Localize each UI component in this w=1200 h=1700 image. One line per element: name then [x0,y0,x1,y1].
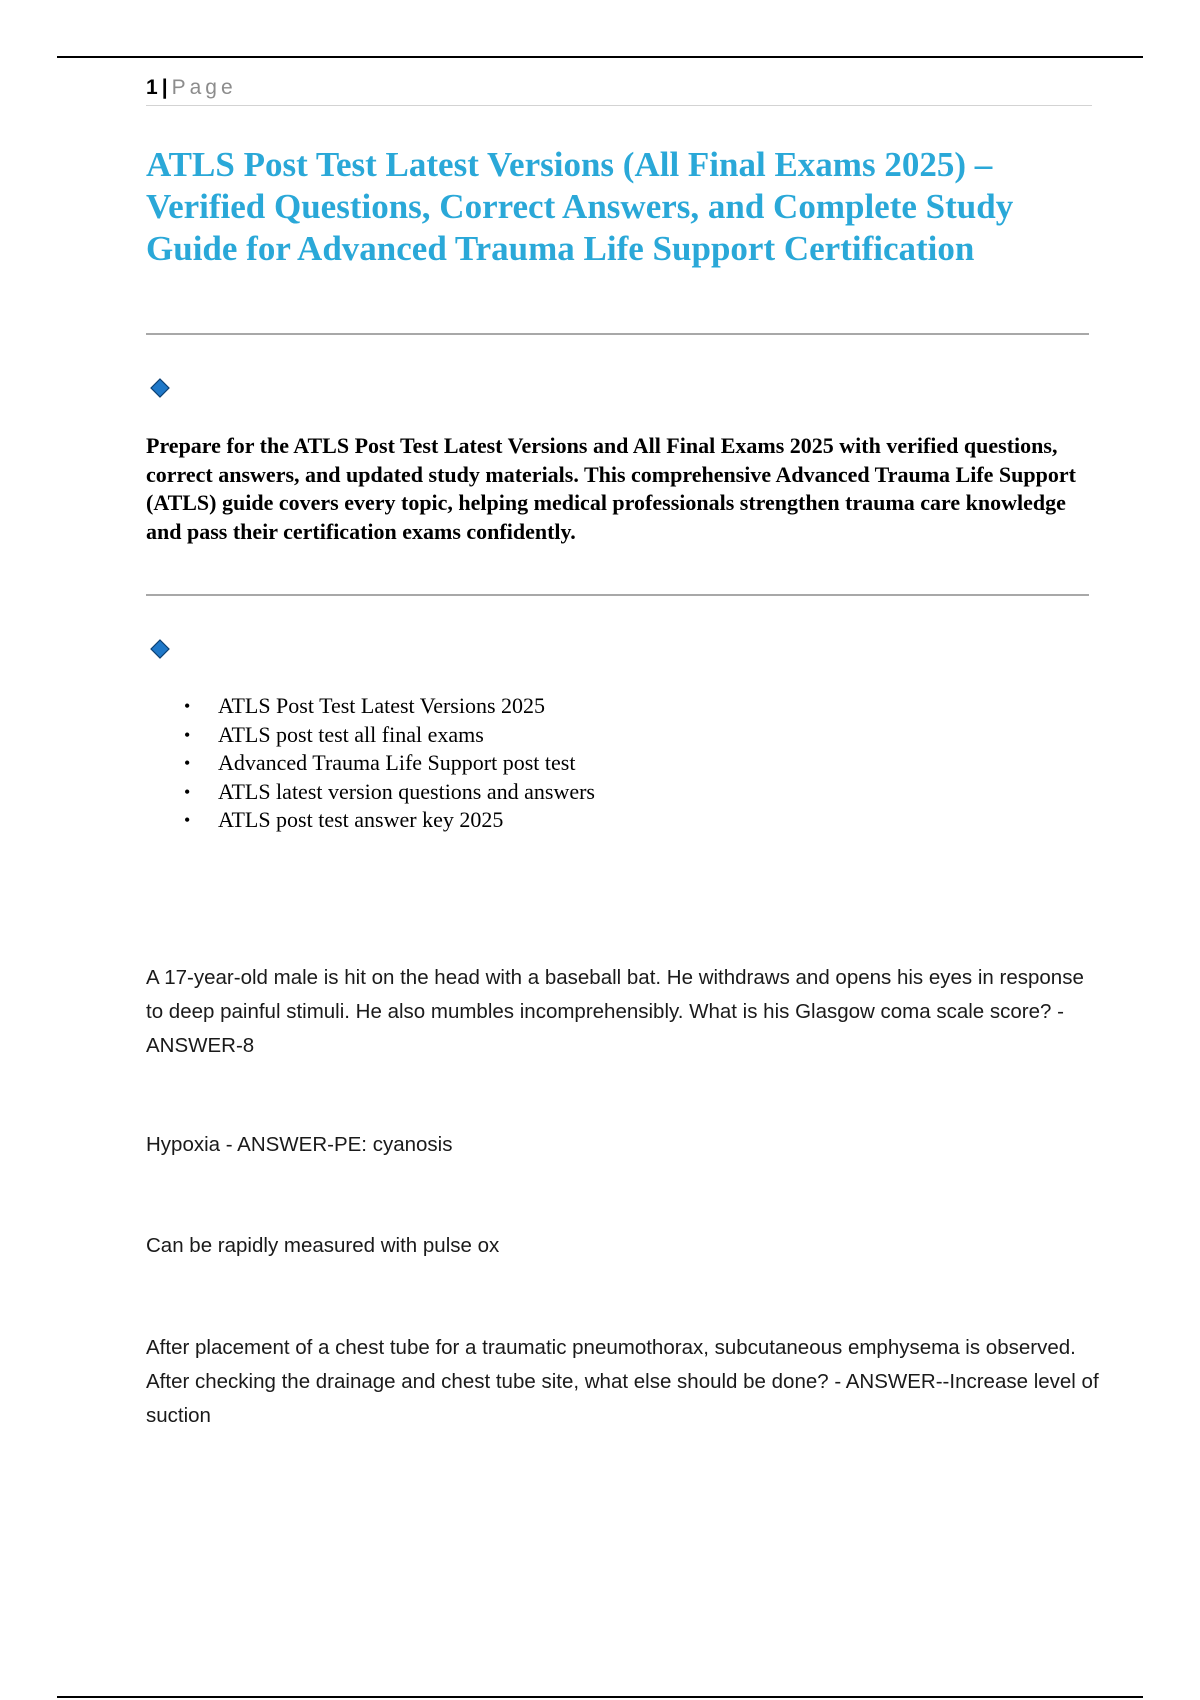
page-top-border [57,56,1143,58]
qa-item: Can be rapidly measured with pulse ox [146,1234,500,1257]
document-title: ATLS Post Test Latest Versions (All Final Exams 2025) – Verified Questions, Correct Answers, and Complete Study Guide for Advanced Trauma Life Support Certification [146,145,1014,268]
list-item-text: Advanced Trauma Life Support post test [218,750,576,775]
section-divider [146,594,1089,596]
page-label: Page [171,76,237,99]
page-bottom-border [57,1696,1143,1698]
list-item-text: ATLS post test all final exams [218,721,484,747]
list-item [146,806,595,835]
list-item [146,778,595,807]
qa-item: Hypoxia - ANSWER-PE: cyanosis [146,1133,453,1156]
intro-paragraph: Prepare for the ATLS Post Test Latest Versions and All Final Exams 2025 with verified questions, correct answers, and updated study materials. This comprehensive Advanced Trauma Life Support (ATLS) guide covers every topic, helping medical professionals strengthen trauma care knowledge and pass their certification exams confidently. [146,433,1076,544]
page-number: 1 [146,76,158,99]
bullet: • [184,753,191,773]
bullet: • [184,696,191,716]
list-item [146,692,595,721]
bullet: • [184,724,191,745]
list-item-text: ATLS Post Test Latest Versions 2025 [218,693,546,718]
keyword-list [146,692,595,835]
qa-item: A 17-year-old male is hit on the head with a baseball bat. He withdraws and opens his eyes in response to deep painful stimuli. He also mumbles incomprehensibly. What is his Glasgow coma scale score? - ANSWER-8 [146,966,1084,1057]
list-item-text: ATLS latest version questions and answers [218,778,595,804]
page-header [146,74,1092,106]
list-item [146,749,595,778]
list-item [146,721,595,750]
section-divider [146,333,1089,335]
qa-item: After placement of a chest tube for a traumatic pneumothorax, subcutaneous emphysema is observed. After checking the drainage and chest tube site, what else should be done? - ANSWER--Increase level of suction [146,1336,1099,1427]
page-separator: | [161,76,168,99]
bullet: • [184,781,191,802]
bullet: • [184,810,191,830]
diamond-bullet-icon [150,378,170,398]
list-item-text: ATLS post test answer key 2025 [218,807,504,832]
diamond-bullet-icon [150,639,170,659]
